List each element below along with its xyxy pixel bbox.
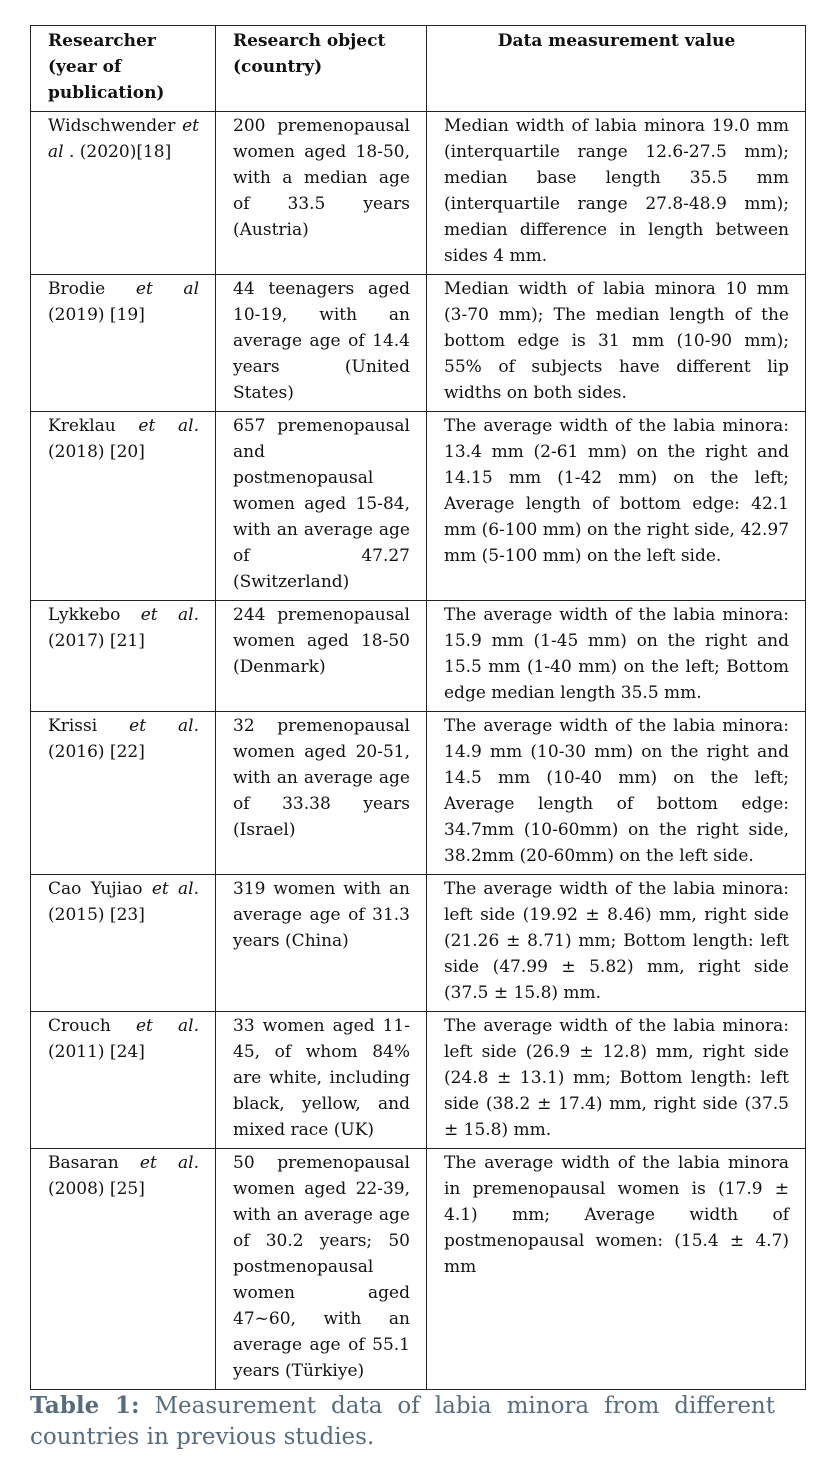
cell-researcher xyxy=(31,875,216,1012)
cell-researcher xyxy=(31,601,216,712)
cell-research-object: 244 premenopausal women aged 18-50 (Denmark) xyxy=(216,601,427,712)
cell-measurement-value: The average width of the labia minora in premenopausal women is (17.9 ± 4.1) mm; Average width of postmenopausal women: (15.4 ± 4.7) mm xyxy=(427,1149,806,1390)
table-row xyxy=(31,712,806,875)
cell-researcher xyxy=(31,412,216,601)
cell-research-object: 32 premenopausal women aged 20-51, with an average age of 33.38 years (Israel) xyxy=(216,712,427,875)
header-row xyxy=(31,26,806,112)
author-name: Basaran xyxy=(48,1153,119,1173)
author-name: Cao Yujiao xyxy=(48,879,143,899)
et-al: et al. xyxy=(151,879,200,899)
year-reference: (2018) [20] xyxy=(48,442,145,462)
author-name: Krissi xyxy=(48,716,98,736)
table-caption xyxy=(30,1390,775,1453)
et-al: et al. xyxy=(139,1153,199,1173)
table-row xyxy=(31,601,806,712)
cell-measurement-value: The average width of the labia minora: 15.9 mm (1-45 mm) on the right and 15.5 mm (1-40 mm) on the left; Bottom edge median length 35.5 mm. xyxy=(427,601,806,712)
author-name: Lykkebo xyxy=(48,605,121,625)
year-reference: (2016) [22] xyxy=(48,742,145,762)
cell-measurement-value: The average width of the labia minora: left side (19.92 ± 8.46) mm, right side (21.26 ± 8.71) mm; Bottom length: left side (47.99 ± 5.82) mm, right side (37.5 ± 15.8) mm. xyxy=(427,875,806,1012)
table-row xyxy=(31,1012,806,1149)
cell-researcher xyxy=(31,275,216,412)
year-reference: (2011) [24] xyxy=(48,1042,145,1062)
et-al: et al. xyxy=(135,1016,199,1036)
cell-measurement-value: Median width of labia minora 10 mm (3-70 mm); The median length of the bottom edge is 31 mm (10-90 mm); 55% of subjects have different lip widths on both sides. xyxy=(427,275,806,412)
year-reference: (2008) [25] xyxy=(48,1179,145,1199)
caption-label: Table 1: xyxy=(30,1392,140,1419)
cell-research-object: 319 women with an average age of 31.3 years (China) xyxy=(216,875,427,1012)
cell-measurement-value: Median width of labia minora 19.0 mm (interquartile range 12.6-27.5 mm); median base length 35.5 mm (interquartile range 27.8-48.9 mm); median difference in length between sides 4 mm. xyxy=(427,112,806,275)
cell-researcher xyxy=(31,112,216,275)
cell-measurement-value: The average width of the labia minora: 13.4 mm (2-61 mm) on the right and 14.15 mm (1-42 mm) on the left; Average length of bottom edge: 42.1 mm (6-100 mm) on the right side, 42.97 mm (5-100 mm) on the left side. xyxy=(427,412,806,601)
year-reference: (2015) [23] xyxy=(48,905,145,925)
year-reference: . (2020)[18] xyxy=(68,142,172,162)
author-name: Widschwender xyxy=(48,116,176,136)
year-reference: (2019) [19] xyxy=(48,305,145,325)
cell-research-object: 200 premenopausal women aged 18-50, with a median age of 33.5 years (Austria) xyxy=(216,112,427,275)
et-al: et al. xyxy=(140,605,199,625)
cell-researcher xyxy=(31,1149,216,1390)
author-name: Kreklau xyxy=(48,416,116,436)
cell-research-object: 50 premenopausal women aged 22-39, with an average age of 30.2 years; 50 postmenopausal women aged 47~60, with an average age of 55.1 years (Türkiye) xyxy=(216,1149,427,1390)
table-row xyxy=(31,275,806,412)
header-researcher: Researcher (year of publication) xyxy=(31,26,216,112)
et-al: et al xyxy=(48,116,199,162)
table-body xyxy=(31,112,806,1390)
table-row xyxy=(31,1149,806,1390)
et-al: et al xyxy=(135,279,200,299)
table-row xyxy=(31,112,806,275)
cell-researcher xyxy=(31,712,216,875)
et-al: et al. xyxy=(138,416,199,436)
year-reference: (2017) [21] xyxy=(48,631,145,651)
cell-researcher xyxy=(31,1012,216,1149)
author-name: Brodie xyxy=(48,279,106,299)
header-research-object: Research object (country) xyxy=(216,26,427,112)
cell-research-object: 657 premenopausal and postmenopausal women aged 15-84, with an average age of 47.27 (Switzerland) xyxy=(216,412,427,601)
data-table xyxy=(30,25,806,1390)
cell-measurement-value: The average width of the labia minora: 14.9 mm (10-30 mm) on the right and 14.5 mm (10-40 mm) on the left; Average length of bottom edge: 34.7mm (10-60mm) on the right side, 38.2mm (20-60mm) on the left side. xyxy=(427,712,806,875)
caption-text: Measurement data of labia minora from different countries in previous studies. xyxy=(30,1393,775,1450)
et-al: et al. xyxy=(129,716,199,736)
header-measurement-value: Data measurement value xyxy=(427,26,806,112)
cell-research-object: 33 women aged 11-45, of whom 84% are white, including black, yellow, and mixed race (UK) xyxy=(216,1012,427,1149)
table-row xyxy=(31,412,806,601)
cell-research-object: 44 teenagers aged 10-19, with an average age of 14.4 years (United States) xyxy=(216,275,427,412)
author-name: Crouch xyxy=(48,1016,111,1036)
cell-measurement-value: The average width of the labia minora: left side (26.9 ± 12.8) mm, right side (24.8 ± 13.1) mm; Bottom length: left side (38.2 ± 17.4) mm, right side (37.5 ± 15.8) mm. xyxy=(427,1012,806,1149)
table-row xyxy=(31,875,806,1012)
